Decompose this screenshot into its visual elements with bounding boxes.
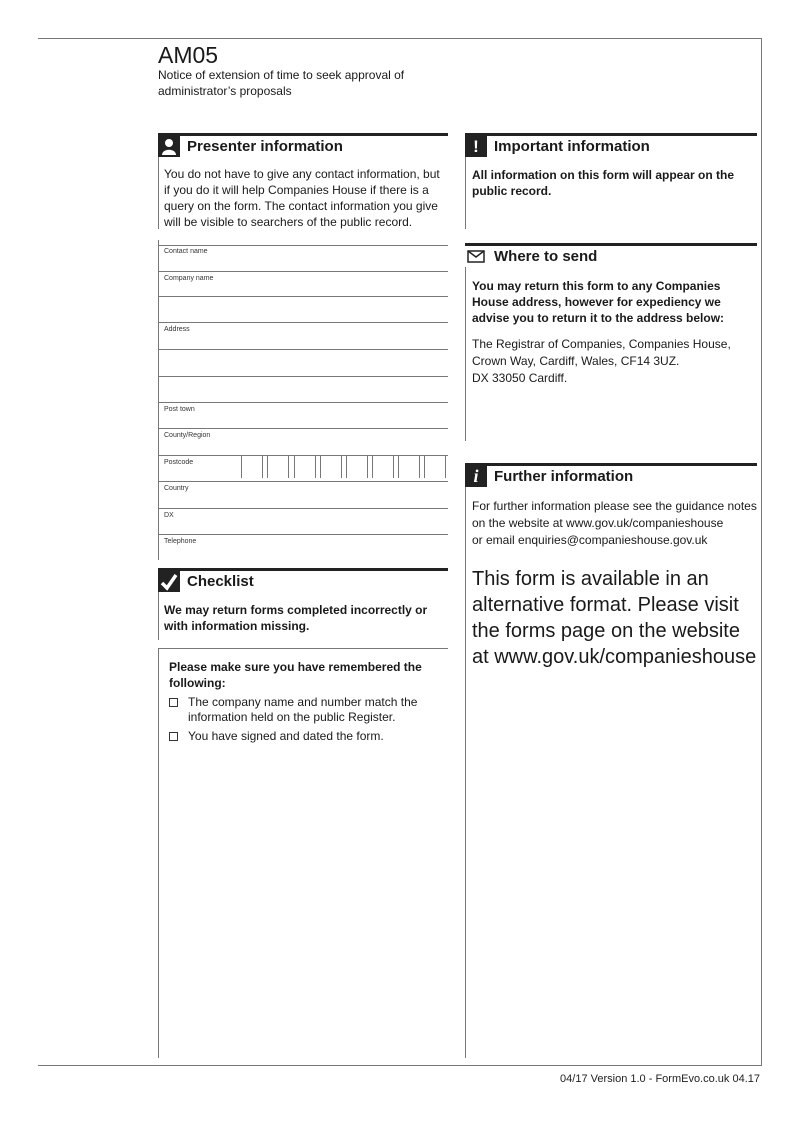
address-label: Address <box>164 326 190 333</box>
presenter-title: Presenter information <box>187 138 343 155</box>
address-line-2: Crown Way, Cardiff, Wales, CF14 3UZ. <box>472 354 680 368</box>
company-name-label: Company name <box>164 275 214 282</box>
checklist-warning: We may return forms completed incorrectly or with information missing. <box>164 603 428 633</box>
postcode-box[interactable] <box>372 456 394 478</box>
checklist-body-left-border <box>158 648 159 1058</box>
where-intro: You may return this form to any Companies House address, however for expediency we advise you to return it to the address below: <box>472 279 725 325</box>
where-section-header <box>465 243 757 267</box>
country-label: Country <box>164 485 189 492</box>
bottom-rule <box>38 1065 762 1066</box>
postcode-label: Postcode <box>164 459 194 466</box>
dx-field[interactable] <box>159 509 448 535</box>
checklist-prompt: Please make sure you have remembered the following: <box>169 660 422 690</box>
county-field[interactable] <box>159 429 448 456</box>
presenter-intro: You do not have to give any contact information, but if you do it will help Companies House if there is a query on the form. The contact information you give will be visible to searchers of the public record. <box>164 167 440 229</box>
postcode-box[interactable] <box>424 456 446 478</box>
alternative-format-note: This form is available in an alternative format. Please visit the forms page on the website at www.gov.uk/companieshouse <box>472 568 757 668</box>
address-field[interactable] <box>159 323 448 350</box>
footer-version: 04/17 Version 1.0 - FormEvo.co.uk 04.17 <box>560 1073 760 1085</box>
presenter-section-header <box>158 133 448 157</box>
address-line-2[interactable] <box>159 350 448 377</box>
post-town-label: Post town <box>164 406 195 413</box>
where-left-border <box>465 243 466 441</box>
postcode-box[interactable] <box>294 456 316 478</box>
postcode-box[interactable] <box>241 456 263 478</box>
person-icon <box>158 136 180 157</box>
postcode-box[interactable] <box>320 456 342 478</box>
dx-label: DX <box>164 512 174 519</box>
top-rule <box>38 38 762 39</box>
contact-name-field[interactable] <box>159 245 448 272</box>
further-line-3: or email enquiries@companieshouse.gov.uk <box>472 533 708 547</box>
exclamation-icon: ! <box>465 136 487 157</box>
further-line-1: For further information please see the guidance notes <box>472 499 757 513</box>
checklist-divider <box>159 648 448 649</box>
checklist-item-text: The company name and number match the information held on the public Register. <box>188 695 418 724</box>
county-label: County/Region <box>164 432 211 439</box>
checkbox-icon[interactable] <box>169 732 178 741</box>
company-name-line-2[interactable] <box>159 297 448 323</box>
important-section-header <box>465 133 757 157</box>
contact-name-label: Contact name <box>164 248 208 255</box>
important-text: All information on this form will appear on the public record. <box>472 168 735 198</box>
post-town-field[interactable] <box>159 403 448 429</box>
further-section-header <box>465 463 757 487</box>
form-title: Notice of extension of time to seek approval of administrator’s proposals <box>158 68 405 98</box>
info-icon: i <box>465 466 487 487</box>
telephone-label: Telephone <box>164 538 197 545</box>
checklist-section-header <box>158 568 448 592</box>
envelope-icon <box>465 246 487 267</box>
important-title: Important information <box>494 138 650 155</box>
address-line-3[interactable] <box>159 377 448 403</box>
right-edge-rule <box>761 38 762 1066</box>
postcode-box[interactable] <box>267 456 289 478</box>
checklist-title: Checklist <box>187 573 254 590</box>
postcode-box[interactable] <box>398 456 420 478</box>
further-left-border <box>465 463 466 1058</box>
address-line-1: The Registrar of Companies, Companies House, <box>472 337 731 351</box>
checklist-item-text: You have signed and dated the form. <box>188 729 384 743</box>
postcode-box[interactable] <box>346 456 368 478</box>
country-field[interactable] <box>159 482 448 509</box>
further-line-2: on the website at www.gov.uk/companieshouse <box>472 516 724 530</box>
tick-icon <box>158 571 180 592</box>
telephone-field[interactable] <box>159 535 448 559</box>
form-code: AM05 <box>158 42 219 68</box>
further-title: Further information <box>494 468 634 485</box>
company-name-field[interactable] <box>159 272 448 297</box>
where-title: Where to send <box>494 248 598 265</box>
checkbox-icon[interactable] <box>169 698 178 707</box>
address-line-3: DX 33050 Cardiff. <box>472 371 568 385</box>
